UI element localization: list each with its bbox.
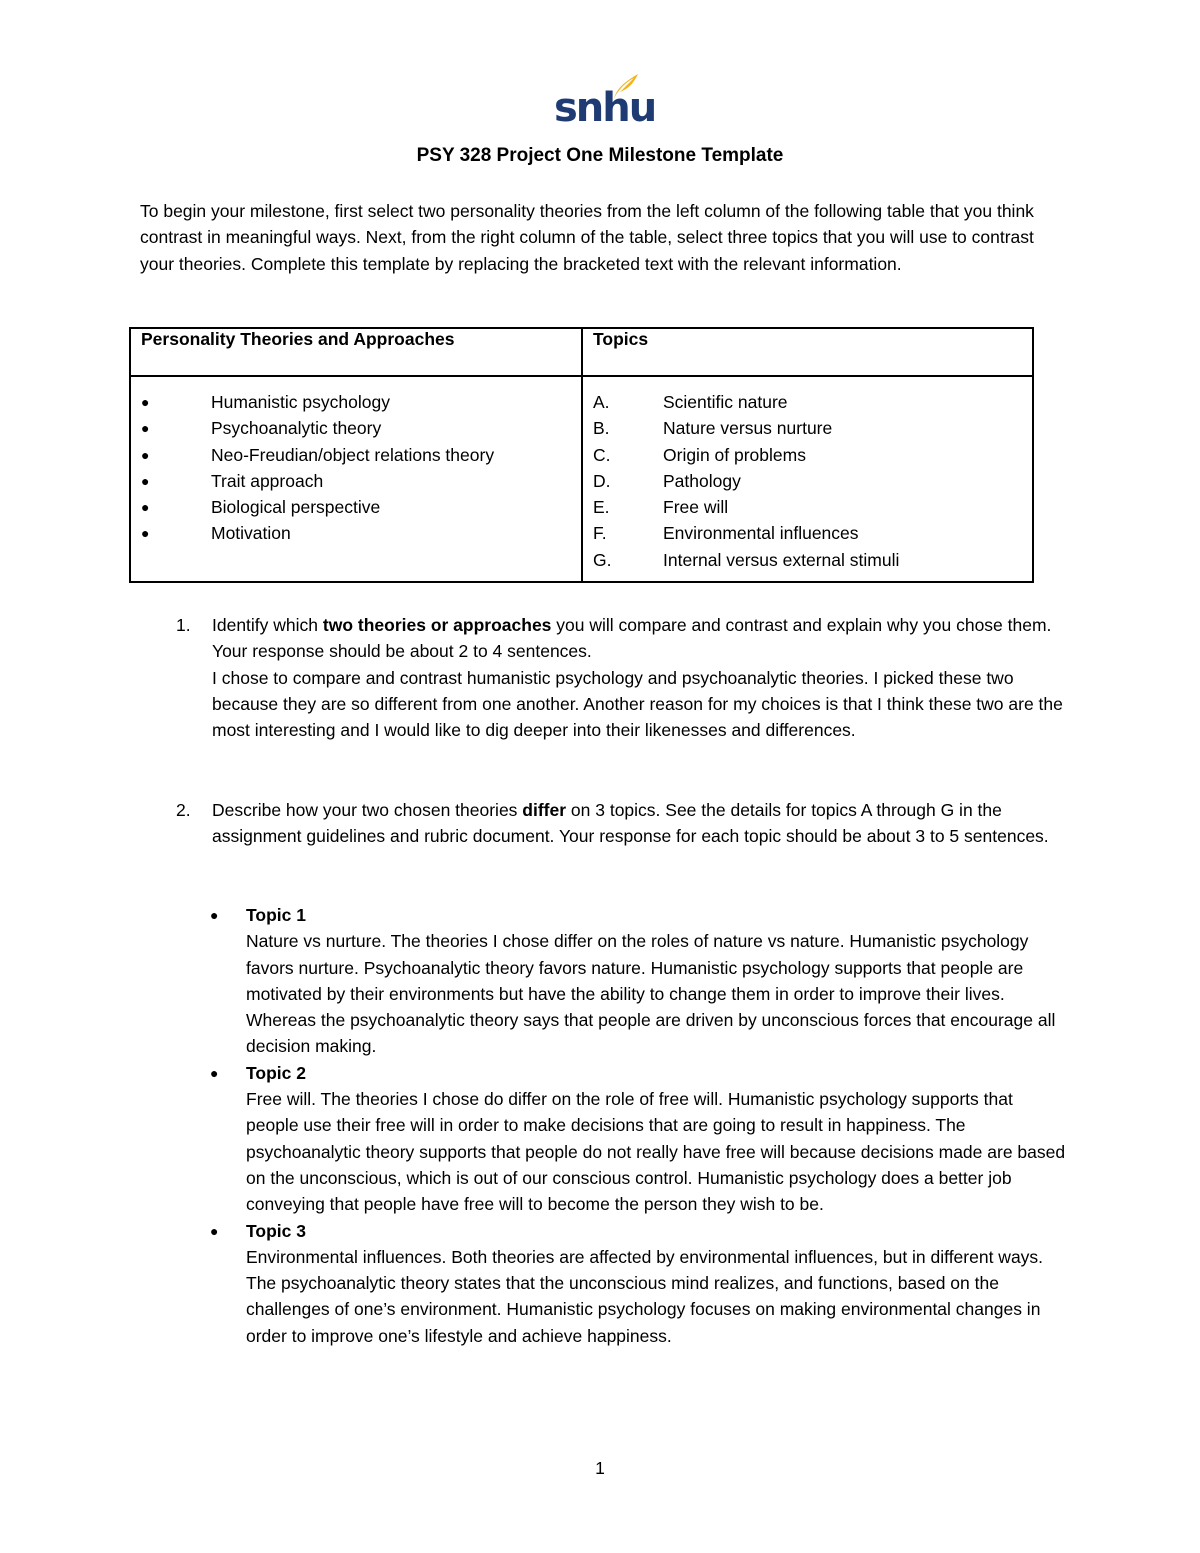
topics-cell xyxy=(582,376,1033,582)
question-prompt: Identify which two theories or approaches you will compare and contrast and explain why you chose them. Your response should be about 2 to 4 sentences. xyxy=(212,615,1052,662)
list-item xyxy=(210,1218,1070,1349)
theories-header: Personality Theories and Approaches xyxy=(130,328,582,376)
theories-cell xyxy=(130,376,582,582)
question-body xyxy=(212,612,1066,743)
topic-title: Topic 1 xyxy=(246,905,306,925)
topics-header: Topics xyxy=(582,328,1033,376)
topic-text: Nature vs nurture. The theories I chose differ on the roles of nature vs nature. Humanistic psychology favors nurture. Psychoanalytic theory favors nature. Humanistic psychology supports that people are motivated by their environments but have the ability to change them in order to improve their lives. Whereas the psychoanalytic theory says that people are driven by unconscious forces that encourage all decision making. xyxy=(246,931,1056,1057)
list-item: ● Trait approach xyxy=(141,468,571,494)
list-item: ● Neo-Freudian/object relations theory xyxy=(141,442,571,468)
list-item: C. Origin of problems xyxy=(593,444,806,465)
question-body xyxy=(212,797,1066,850)
topic-title: Topic 2 xyxy=(246,1062,306,1083)
bullet-icon: ● xyxy=(210,1222,219,1239)
theories-topics-table xyxy=(129,327,1034,583)
question-prompt: Describe how your two chosen theories differ on 3 topics. See the details for topics A through G in the assignment guidelines and rubric document. Your response for each topic should be about 3 to 5 sentences. xyxy=(212,800,1049,847)
list-item: A. Scientific nature xyxy=(593,392,788,412)
bullet-icon: ● xyxy=(210,907,219,923)
list-item: B. Nature versus nurture xyxy=(593,418,833,439)
list-item xyxy=(210,1060,1070,1218)
table-body-row xyxy=(130,376,1033,582)
list-item: ● Motivation xyxy=(141,520,571,546)
question-number: 2. xyxy=(176,800,191,820)
list-item: ● Humanistic psychology xyxy=(141,389,571,415)
question-2 xyxy=(176,797,1066,850)
snhu-logo xyxy=(554,72,656,132)
bullet-icon: ● xyxy=(141,525,150,542)
bullet-icon: ● xyxy=(141,472,150,489)
list-item xyxy=(210,902,1070,1060)
question-number: 1. xyxy=(176,615,191,635)
topic-text: Free will. The theories I chose do differ on the role of free will. Humanistic psychology supports that people use their free will in order to make decisions that are going to result in happiness. The psychoanalytic theory supports that people do not really have free will because decisions made are based on the unconscious, which is out of our conscious control. Humanistic psychology does a better job conveying that people have free will to become the person they wish to be. xyxy=(246,1089,1066,1215)
question-1 xyxy=(176,612,1066,743)
table-header-row xyxy=(130,328,1033,376)
list-item: D. Pathology xyxy=(593,470,741,491)
answer-text: I chose to compare and contrast humanistic psychology and psychoanalytic theories. I picked these two because they are so different from one another. Another reason for my choices is that I think these two are the most interesting and I would like to dig deeper into their likenesses and differences. xyxy=(212,667,1063,741)
list-item: E. Free will xyxy=(593,497,729,518)
bullet-icon: ● xyxy=(210,1064,219,1081)
bullet-icon: ● xyxy=(141,499,150,516)
intro-paragraph: To begin your milestone, first select two personality theories from the left column of the following table that you think contrast in meaningful ways. Next, from the right column of the table, select three topics that you will use to contrast your theories. Complete this template by replacing the bracketed text with the relevant information. xyxy=(140,201,1034,274)
page-number: 1 xyxy=(595,1458,605,1478)
list-item: ● Psychoanalytic theory xyxy=(141,415,571,441)
list-item: G. Internal versus external stimuli xyxy=(593,549,900,570)
topic-text: Environmental influences. Both theories are affected by environmental influences, but in different ways. The psychoanalytic theory states that the unconscious mind realizes, and functions, based on the challenges of one’s environment. Humanistic psychology focuses on making environmental changes in order to improve one’s lifestyle and achieve happiness. xyxy=(246,1246,1044,1346)
logo-wordmark: snhu xyxy=(554,85,656,131)
page-title: PSY 328 Project One Milestone Template xyxy=(416,145,784,166)
bullet-icon: ● xyxy=(141,394,150,410)
list-item: ● Biological perspective xyxy=(141,494,571,520)
topic-title: Topic 3 xyxy=(246,1220,306,1241)
list-item: F. Environmental influences xyxy=(593,523,859,544)
topic-list xyxy=(210,902,1070,1349)
bullet-icon: ● xyxy=(141,446,150,463)
bullet-icon: ● xyxy=(141,420,150,437)
